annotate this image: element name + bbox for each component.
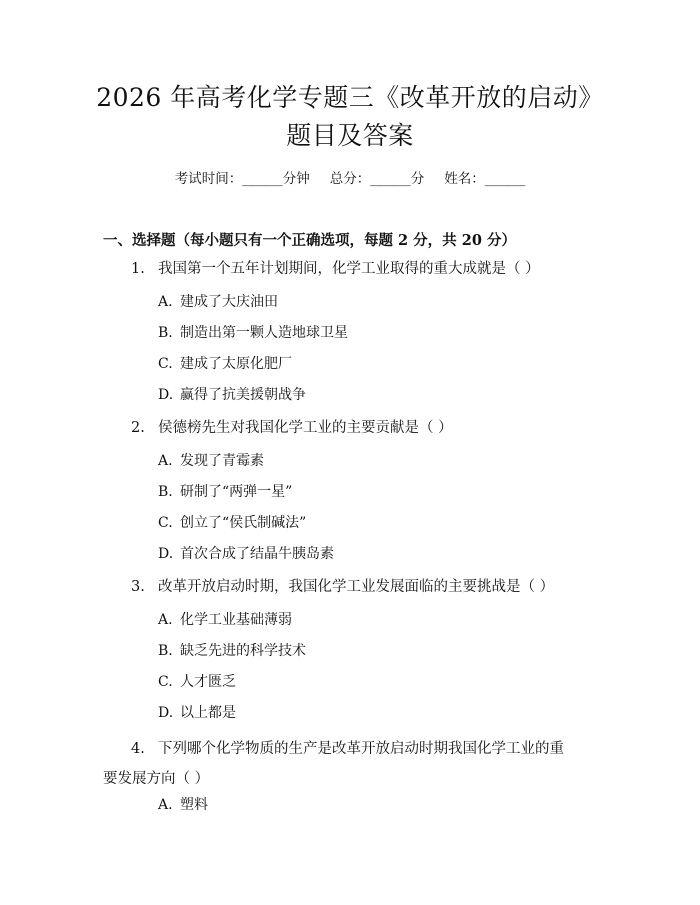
- exam-score: 总分：______分: [329, 171, 425, 187]
- exam-time: 考试时间：______分钟: [174, 171, 310, 187]
- question-text: 改革开放启动时期，我国化学工业发展面临的主要挑战是（ ）: [158, 579, 555, 595]
- section-heading: 一、选择题（每小题只有一个正确选项，每题 2 分，共 20 分）: [103, 232, 516, 249]
- question-text: 侯德榜先生对我国化学工业的主要贡献是（ ）: [158, 420, 453, 436]
- question-number: 4.: [131, 741, 145, 757]
- option-text: 缺乏先进的科学技术: [180, 643, 306, 659]
- option-text: 化学工业基础薄弱: [180, 612, 292, 628]
- option-letter: C.: [158, 674, 173, 690]
- question-text: 我国第一个五年计划期间，化学工业取得的重大成就是（ ）: [158, 261, 540, 277]
- option-letter: C.: [158, 356, 173, 372]
- option-1c: [158, 353, 292, 375]
- page-title-line1: 2026 年高考化学专题三《改革开放的启动》: [96, 83, 604, 112]
- question-number: 1.: [131, 261, 145, 277]
- exam-info: [0, 167, 700, 187]
- option-text: 发现了青霉素: [180, 453, 264, 469]
- question-2: [131, 417, 601, 439]
- question-text: 下列哪个化学物质的生产是改革开放启动时期我国化学工业的重要发展方向（ ）: [103, 741, 564, 787]
- question-number: 3.: [131, 579, 145, 595]
- option-text: 创立了“侯氏制碱法”: [180, 515, 307, 531]
- option-text: 以上都是: [180, 705, 236, 721]
- option-text: 建成了大庆油田: [180, 294, 278, 310]
- option-letter: B.: [158, 484, 173, 500]
- option-letter: C.: [158, 515, 173, 531]
- option-3b: [158, 640, 306, 662]
- option-letter: A.: [158, 294, 173, 310]
- option-3a: [158, 609, 292, 631]
- option-text: 研制了“两弹一星”: [180, 484, 293, 500]
- option-2d: [158, 543, 334, 565]
- option-1d: [158, 384, 306, 406]
- option-text: 制造出第一颗人造地球卫星: [180, 325, 348, 341]
- question-4: [103, 734, 573, 794]
- option-letter: A.: [158, 797, 173, 813]
- exam-name: 姓名：______: [444, 171, 526, 187]
- option-1b: [158, 322, 348, 344]
- option-3c: [158, 671, 236, 693]
- option-letter: D.: [158, 546, 174, 562]
- option-letter: B.: [158, 643, 173, 659]
- option-text: 塑料: [180, 797, 208, 813]
- option-4a: [158, 794, 208, 816]
- option-text: 建成了太原化肥厂: [180, 356, 292, 372]
- option-letter: A.: [158, 612, 173, 628]
- option-text: 人才匮乏: [180, 674, 236, 690]
- question-1: [131, 258, 601, 280]
- option-text: 首次合成了结晶牛胰岛素: [180, 546, 334, 562]
- option-letter: D.: [158, 705, 174, 721]
- option-2c: [158, 512, 306, 534]
- question-number: 2.: [131, 420, 145, 436]
- option-3d: [158, 702, 236, 724]
- option-1a: [158, 291, 278, 313]
- option-letter: B.: [158, 325, 173, 341]
- option-2b: [158, 481, 292, 503]
- option-text: 赢得了抗美援朝战争: [180, 387, 306, 403]
- option-letter: A.: [158, 453, 173, 469]
- page-title-line2: 题目及答案: [286, 121, 414, 150]
- option-2a: [158, 450, 264, 472]
- option-letter: D.: [158, 387, 174, 403]
- question-3: [131, 576, 601, 598]
